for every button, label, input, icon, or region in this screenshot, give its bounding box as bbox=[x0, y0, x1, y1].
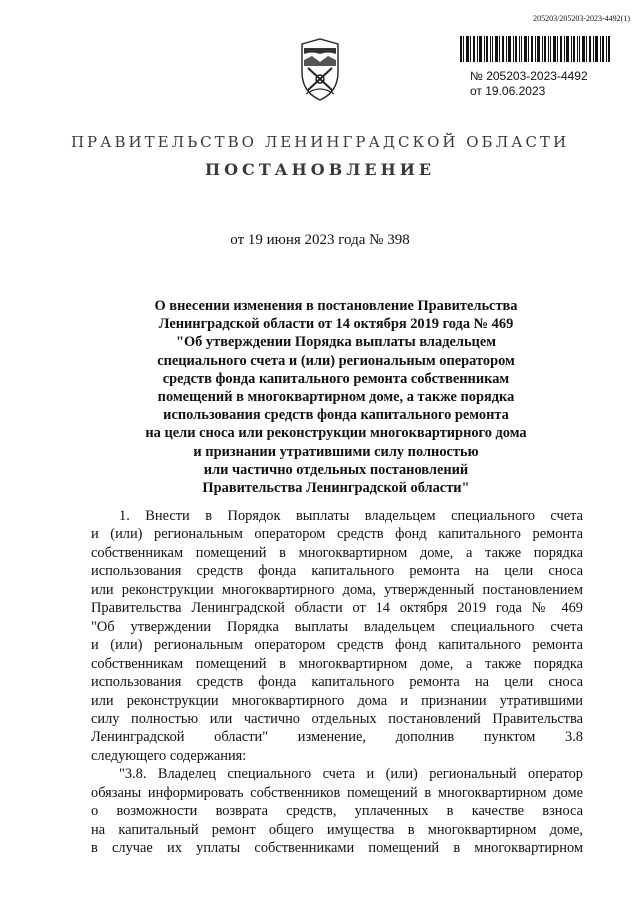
body-line: на капитальный ремонт общего имущества в многоквартирном доме, bbox=[91, 821, 583, 838]
body-line: 1. Внести в Порядок выплаты владельцем специального счета bbox=[119, 508, 583, 524]
body-line: собственникам помещений в многоквартирном доме, а также порядка bbox=[91, 655, 583, 672]
document-title bbox=[130, 297, 542, 497]
title-line: средств фонда капитального ремонта собственникам bbox=[162, 370, 510, 387]
body-line: о возможности возврата средств, уплаченных в качестве взноса bbox=[91, 803, 583, 820]
title-line: использования средств фонда капитального ремонта bbox=[163, 407, 509, 424]
body-line: "Об утверждении Порядка выплаты владельцем специального счета bbox=[91, 618, 583, 635]
issuer-heading: ПРАВИТЕЛЬСТВО ЛЕНИНГРАДСКОЙ ОБЛАСТИ bbox=[70, 133, 570, 151]
registry-top-code: 205203/205203-2023-4492(1) bbox=[533, 14, 630, 23]
title-line: помещений в многоквартирном доме, а также порядка bbox=[157, 389, 515, 406]
body-line: или реконструкции многоквартирного дома и признании утратившими bbox=[91, 692, 583, 709]
title-line: на цели сноса или реконструкции многоквартирного дома bbox=[145, 425, 527, 442]
body-line: "3.8. Владелец специального счета и (или) региональный оператор bbox=[119, 766, 583, 783]
document-date-number: от 19 июня 2023 года № 398 bbox=[230, 232, 410, 248]
body-line: и (или) региональным оператором средств фонд капитального ремонта bbox=[91, 637, 583, 654]
coat-of-arms-emblem bbox=[294, 36, 346, 102]
body-line: и (или) региональным оператором средств фонд капитального ремонта bbox=[91, 526, 583, 543]
body-line: обязаны информировать собственников помещений в многоквартирном доме bbox=[91, 784, 583, 801]
registration-date: от 19.06.2023 bbox=[470, 84, 546, 98]
title-line: "Об утверждении Порядка выплаты владельцем bbox=[175, 334, 497, 351]
body-line: использования средств фонда капитального ремонта на цели сноса bbox=[91, 563, 583, 580]
body-line: собственникам помещений в многоквартирном доме, а также порядка bbox=[91, 544, 583, 561]
body-line: или реконструкции многоквартирного дома, утвержденный постановлением bbox=[91, 581, 583, 598]
body-line: силу полностью или частично отдельных постановлений Правительства bbox=[91, 710, 583, 727]
body-line: Правительства Ленинградской области от 14 октября 2019 года № 469 bbox=[91, 600, 583, 617]
body-line: Ленинградской области" изменение, дополнив пунктом 3.8 bbox=[91, 729, 583, 746]
title-line: Ленинградской области от 14 октября 2019 года № 469 bbox=[158, 316, 514, 333]
body-line: использования средств фонда капитального ремонта на цели сноса bbox=[91, 674, 583, 691]
title-line: и признании утратившими силу полностью bbox=[193, 443, 479, 460]
registration-number: № 205203-2023-4492 bbox=[470, 69, 588, 83]
body-line: следующего содержания: bbox=[91, 747, 247, 764]
title-line: или частично отдельных постановлений bbox=[203, 461, 469, 478]
registration-block bbox=[470, 69, 588, 99]
body-line: в случае их уплаты собственниками помещений в многоквартирном bbox=[91, 840, 583, 857]
title-line: О внесении изменения в постановление Правительства bbox=[154, 298, 518, 314]
barcode bbox=[460, 36, 610, 62]
title-line: Правительства Ленинградской области" bbox=[202, 480, 470, 497]
document-type-heading: ПОСТАНОВЛЕНИЕ bbox=[204, 160, 436, 179]
document-body bbox=[91, 507, 583, 858]
title-line: специального счета и (или) региональным оператором bbox=[157, 352, 515, 369]
